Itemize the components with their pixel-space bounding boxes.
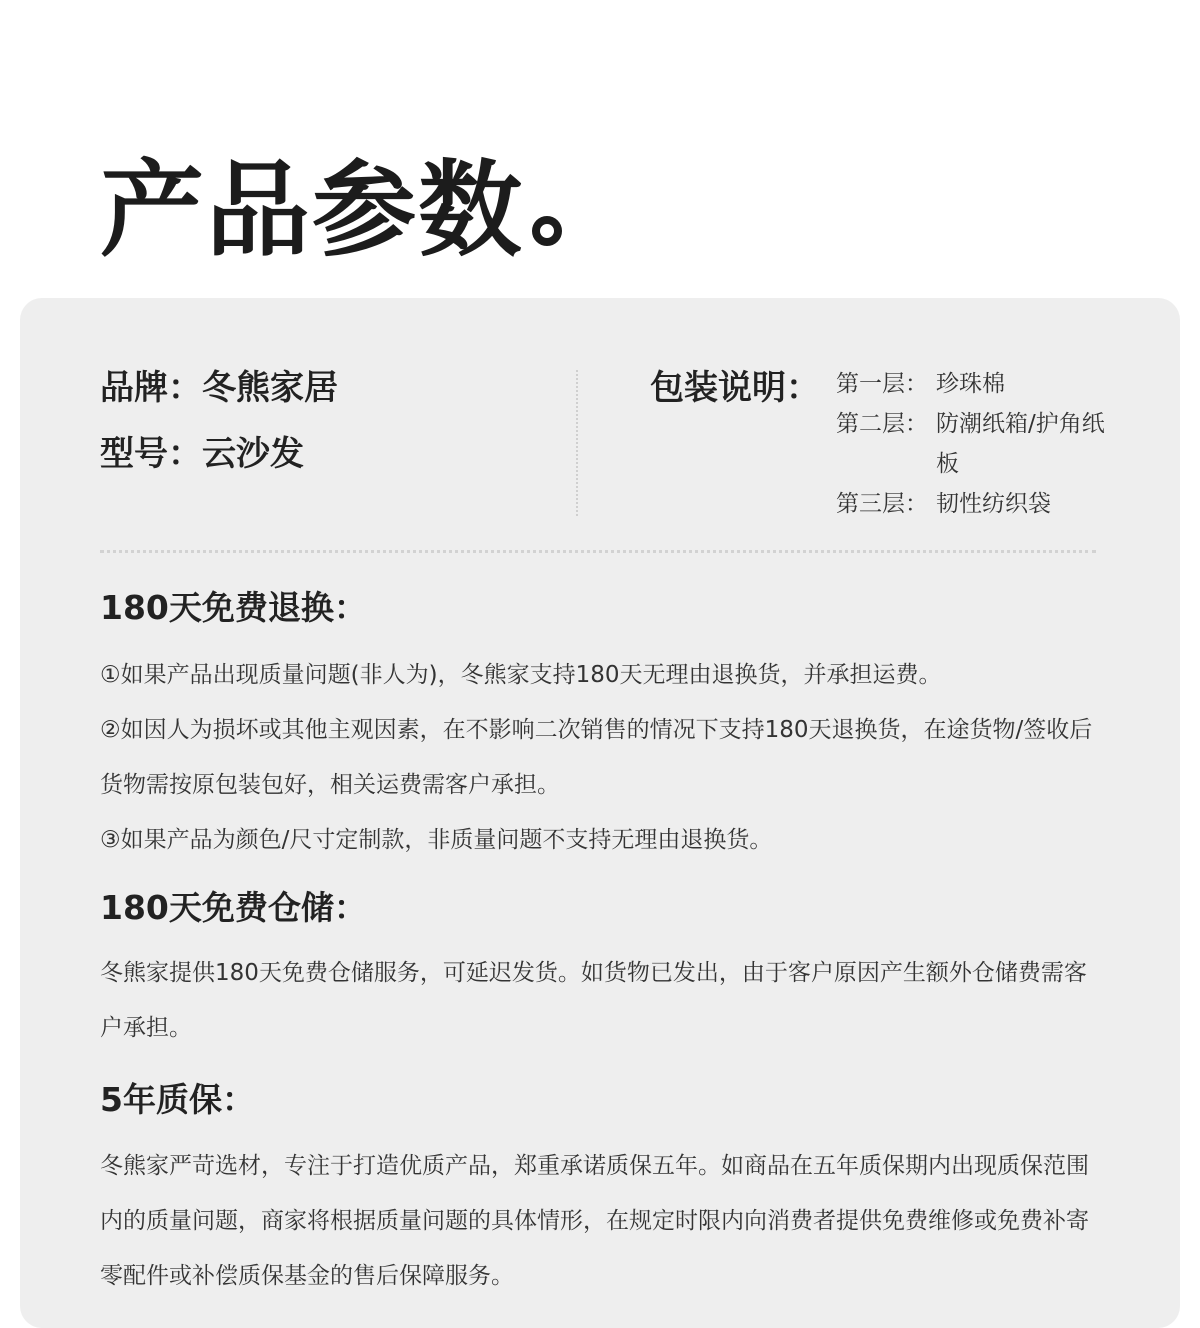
returns-item-1: ①如果产品出现质量问题(非人为)，冬熊家支持180天无理由退换货，并承担运费。	[100, 662, 942, 688]
packaging-layer-value: 防潮纸箱/护角纸板	[936, 411, 1105, 477]
returns-item-2: ②如因人为损坏或其他主观因素，在不影响二次销售的情况下支持180天退换货，在途货物/签收后货物需按原包装包好，相关运费需客户承担。	[100, 717, 1093, 798]
circle-period-icon	[532, 216, 562, 246]
warranty-text: 冬熊家严苛选材，专注于打造优质产品，郑重承诺质保五年。如商品在五年质保期内出现质保范围内的质量问题，商家将根据质量问题的具体情形，在规定时限内向消费者提供免费维修或免费补寄零配件或补偿质保基金的售后保障服务。	[100, 1153, 1089, 1289]
returns-title: 180天免费退换：	[100, 588, 367, 627]
packaging-layer-value: 韧性纺织袋	[936, 491, 1051, 517]
storage-text: 冬熊家提供180天免费仓储服务，可延迟发货。如货物已发出，由于客户原因产生额外仓储费需客户承担。	[100, 960, 1087, 1041]
packaging-layer	[836, 404, 1116, 484]
packaging-title: 包装说明：	[650, 368, 820, 408]
product-params-card	[20, 298, 1180, 1328]
storage-title: 180天免费仓储：	[100, 888, 367, 927]
spec-basic	[100, 366, 338, 498]
packaging-layer-value: 珍珠棉	[936, 371, 1005, 397]
brand-text: 品牌：冬熊家居	[100, 368, 338, 408]
packaging-list	[836, 364, 1116, 524]
horizontal-divider	[100, 550, 1096, 553]
packaging-layer-label: 第二层：	[836, 411, 928, 437]
model-text: 型号：云沙发	[100, 434, 304, 474]
packaging-layer-label: 第一层：	[836, 371, 928, 397]
packaging-layer-label: 第三层：	[836, 491, 928, 517]
packaging-layer	[836, 364, 1116, 404]
vertical-divider	[576, 370, 578, 516]
page-title	[100, 150, 562, 270]
warranty-title: 5年质保：	[100, 1080, 255, 1119]
packaging-layer	[836, 484, 1116, 524]
page-title-text: 产品参数	[100, 149, 525, 271]
returns-item-3: ③如果产品为颜色/尺寸定制款，非质量问题不支持无理由退换货。	[100, 827, 773, 853]
